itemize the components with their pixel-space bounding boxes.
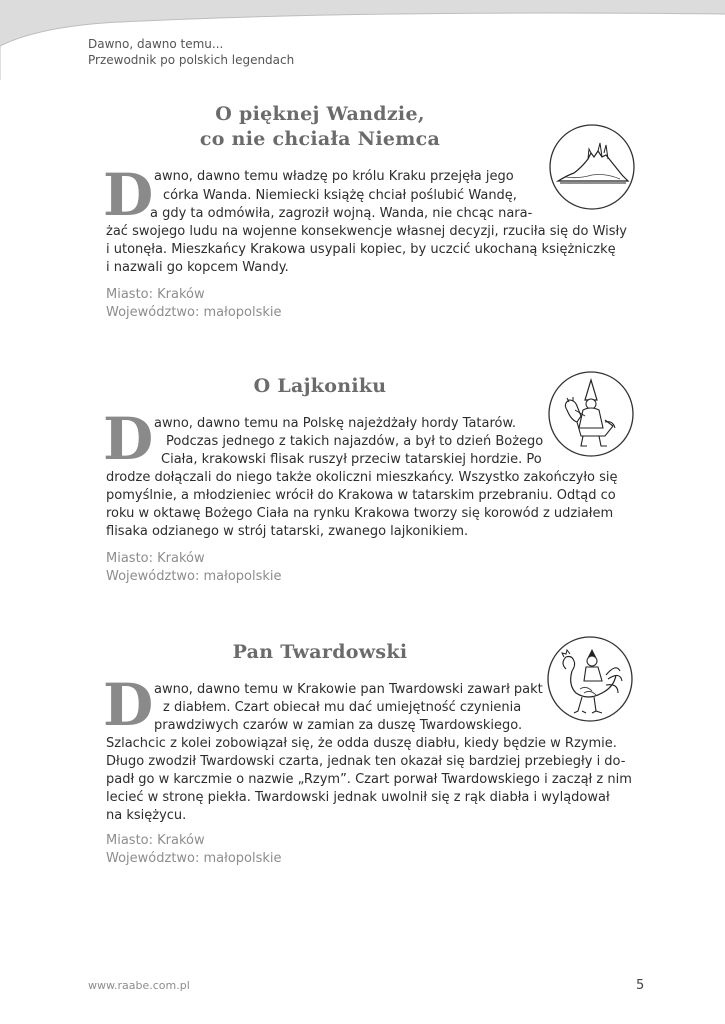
story-title-line: Pan Twardowski — [232, 641, 408, 663]
story-text-line: pomyślnie, a młodzieniec wrócił do Krakowa w tatarskim przebraniu. Odtąd co — [106, 488, 616, 503]
story-title-wanda — [100, 102, 540, 152]
lajkonik-rider-icon — [547, 370, 635, 458]
story-title-line: O pięknej Wandzie, — [215, 103, 425, 125]
story-text-line: drodze dołączali do niego także okoliczni mieszkańcy. Wszystko zakończyło się — [106, 470, 618, 485]
rooster-rider-icon — [546, 635, 634, 723]
story-text-line: z diabłem. Czart obiecał mu dać umiejętność czynienia — [163, 700, 522, 715]
header-subtitle: Przewodnik po polskich legendach — [88, 53, 295, 67]
story-text-line: awno, dawno temu w Krakowie pan Twardowski zawarł pakt — [154, 682, 543, 697]
story-title-lajkonik — [100, 374, 540, 399]
header — [88, 36, 294, 68]
city-label: Miasto: Kraków — [106, 287, 205, 302]
city-label: Miasto: Kraków — [106, 551, 205, 566]
story-text-line: roku w oktawę Bożego Ciała na rynku Krakowa tworzy się korowód z udziałem — [106, 506, 614, 521]
story-title-twardowski — [100, 640, 540, 665]
story-text-line: lecieć w stronę piekła. Twardowski jednak uwolnił się z rąk diabła i wylądował — [106, 790, 610, 805]
story-text-line: Szlachcic z kolei zobowiązał się, że odda duszę diabłu, kiedy będzie w Rzymie. — [106, 736, 617, 751]
region-label: Województwo: małopolskie — [106, 851, 282, 866]
city-label: Miasto: Kraków — [106, 833, 205, 848]
story-text-line: córka Wanda. Niemiecki książę chciał poślubić Wandę, — [163, 188, 517, 203]
mound-icon — [548, 123, 636, 211]
story-text-line: prawdziwych czarów w zamian za duszę Twardowskiego. — [154, 718, 523, 733]
header-title: Dawno, dawno temu... — [88, 37, 224, 51]
story-text-line: a gdy ta odmówiła, zagroził wojną. Wanda, nie chcąc nara- — [150, 206, 533, 221]
story-text-line: padł go w karczmie o nazwie „Rzym”. Czart porwał Twardowskiego i zaczął z nim — [106, 772, 632, 787]
story-text-line: Długo zwodził Twardowski czarta, jednak ten okazał się bardziej przebiegły i do- — [106, 754, 626, 769]
story-text-line: awno, dawno temu władzę po królu Kraku przejęła jego — [154, 169, 514, 184]
footer-url: www.raabe.com.pl — [88, 979, 190, 992]
story-text-line: Ciała, krakowski flisak ruszył przeciw tatarskiej hordzie. Po — [161, 452, 542, 467]
drop-cap: D — [103, 405, 154, 473]
region-label: Województwo: małopolskie — [106, 569, 282, 584]
story-title-line: O Lajkoniku — [253, 375, 387, 397]
story-text-line: flisaka odzianego w strój tatarski, zwanego lajkonikiem. — [106, 524, 469, 539]
story-title-line: co nie chciała Niemca — [199, 128, 441, 150]
story-text-line: na księżycu. — [106, 808, 187, 823]
drop-cap: D — [103, 671, 154, 739]
story-text-line: i utonęła. Mieszkańcy Krakowa usypali kopiec, by uczcić ukochaną księżniczkę — [106, 242, 616, 257]
story-text-line: żać swojego ludu na wojenne konsekwencje własnej decyzji, rzuciła się do Wisły — [106, 224, 627, 239]
story-text-line: Podczas jednego z takich najazdów, a był to dzień Bożego — [166, 434, 544, 449]
story-text-line: awno, dawno temu na Polskę najeżdżały hordy Tatarów. — [154, 416, 517, 431]
page-number: 5 — [636, 978, 645, 993]
story-text-line: i nazwali go kopcem Wandy. — [106, 260, 289, 275]
region-label: Województwo: małopolskie — [106, 305, 282, 320]
drop-cap: D — [103, 161, 154, 229]
